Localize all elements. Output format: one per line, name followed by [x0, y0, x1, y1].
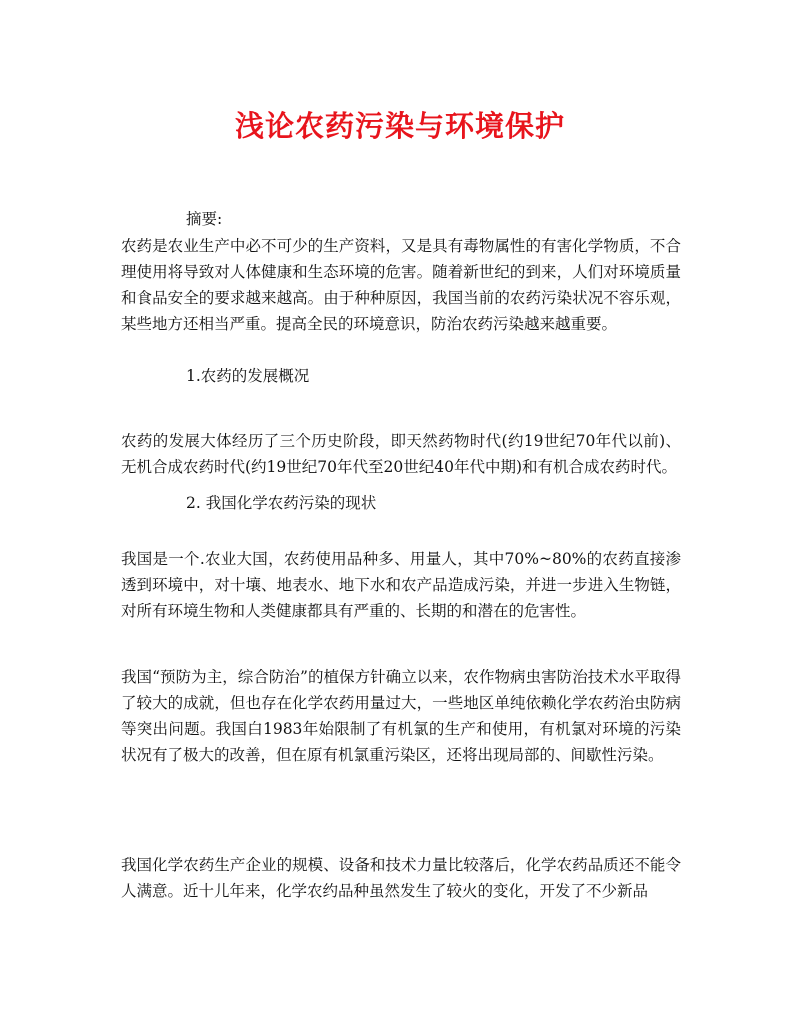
section-1-text: 农药的发展大体经历了三个历史阶段，即天然药物时代(约19世纪70年代以前)、无机合成农药时代(约19世纪70年代至20世纪40年代中期)和有机合成农药时代。	[121, 432, 681, 476]
abstract-label: 摘要:	[186, 210, 223, 228]
section-1-heading: 1.农药的发展概况	[186, 367, 310, 385]
abstract-text: 农药是农业生产中必不可少的生产资料，又是具有毒物属性的有害化学物质，不合理使用将导致对人体健康和生态环境的危害。随着新世纪的到来，人们对环境质量和食品安全的要求越来越高。由于种种原因，我国当前的农药污染状况不容乐观，某些地方还相当严重。提高全民的环境意识，防治农药污染越来越重要。	[121, 237, 681, 333]
document-title: 浅论农药污染与环境保护	[234, 109, 565, 143]
section-2-paragraph-3: 我国化学农药生产企业的规模、设备和技术力量比较落后，化学农药品质还不能令人满意。近十儿年来，化学农约品种虽然发生了较火的变化，开发了不少新品	[121, 856, 681, 900]
section-2-paragraph-1: 我国是一个.农业大国，农药使用品种多、用量人，其中70%~80%的农药直接渗透到环境中，对十壤、地表水、地下水和农产品造成污染，并进一步进入生物链，对所有环境生物和人类健康都具有严重的、长期的和潜在的危害性。	[121, 550, 681, 620]
section-2-paragraph-2: 我国“预防为主，综合防治”的植保方针确立以来，农作物病虫害防治技术水平取得了较大的成就，但也存在化学农药用量过大，一些地区单纯依赖化学农药治虫防病等突出问题。我国白1983年始限制了有机氯的生产和使用，有机氯对环境的污染状况有了极大的改善，但在原有机氯重污染区，还将出现局部的、间歇性污染。	[121, 668, 681, 764]
section-2-heading: 2. 我国化学农药污染的现状	[186, 494, 377, 512]
